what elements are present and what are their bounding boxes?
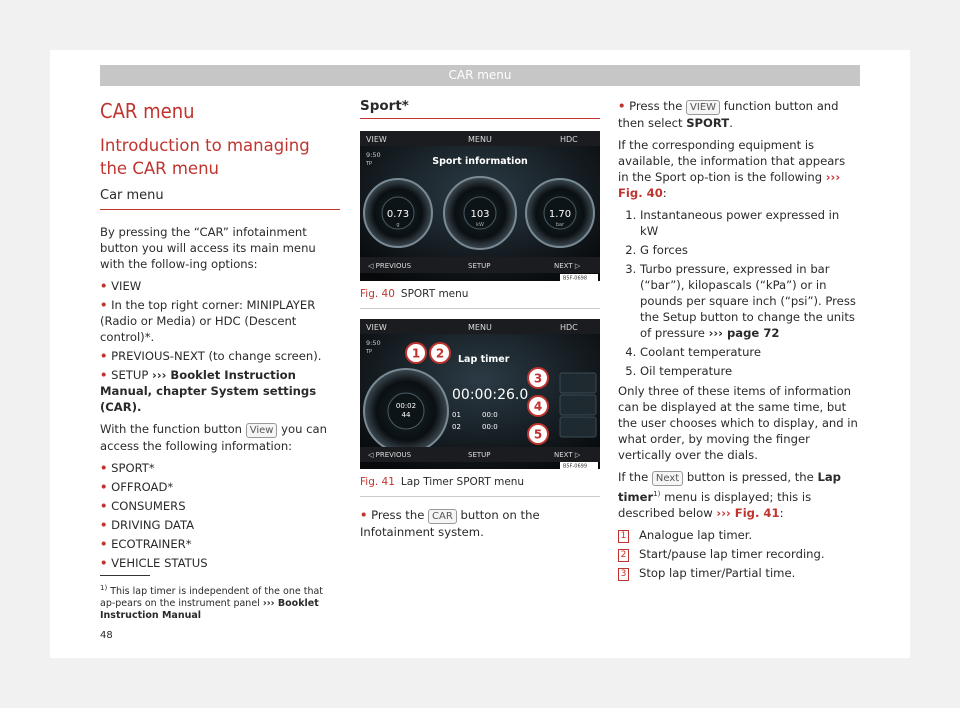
- footnote-reference[interactable]: ››› Booklet Instruction Manual: [100, 598, 319, 622]
- figure-reference[interactable]: ››› Fig. 40: [618, 170, 841, 200]
- footnote: [100, 575, 340, 622]
- lap-timer-term: Lap timer: [618, 470, 841, 504]
- lap-time: 00:0: [482, 423, 498, 431]
- bullet-text: VEHICLE STATUS: [111, 556, 208, 570]
- list-item: [640, 261, 858, 341]
- gauge-unit: kW: [476, 222, 484, 228]
- text: function button and then select: [618, 99, 839, 130]
- sport-screen-illustration: [360, 131, 600, 281]
- footnote-number: 1): [100, 584, 108, 592]
- list-item: • SPORT*: [100, 461, 155, 475]
- fig2-tp: TP: [366, 349, 373, 355]
- column-left: [100, 98, 340, 574]
- bullet-text: VIEW: [111, 279, 142, 293]
- header-title: CAR menu: [448, 68, 512, 82]
- list-item: • OFFROAD*: [100, 480, 174, 494]
- caption-text: Lap Timer SPORT menu: [400, 476, 525, 488]
- fig2-time: 9:50: [366, 339, 381, 347]
- text: Stop lap timer/Partial time.: [639, 565, 796, 580]
- fig1-menu-label: MENU: [468, 135, 492, 144]
- fig1-code: B5F-0698: [563, 275, 588, 281]
- marker-5: 5: [533, 427, 543, 442]
- press-car-paragraph: • Press the CAR button on the Infotainment system.: [360, 508, 540, 539]
- text: button on the Infotainment system.: [360, 508, 540, 539]
- page-reference[interactable]: ››› page 72: [708, 326, 780, 340]
- section-title: Introduction to managing the CAR menu: [100, 136, 310, 178]
- footnote-marker: 1): [653, 490, 661, 498]
- next-paragraph: If the Next button is pressed, the Lap timer$^{1)}$ menu is displayed; this is described below ››› Fig. 41:: [618, 470, 841, 520]
- text: Press the: [371, 508, 425, 522]
- list-item: • SETUP ››› Booklet Instruction Manual, chapter System settings (CAR).: [100, 368, 317, 414]
- sport-section-title: Sport*: [360, 98, 600, 119]
- gauge-value: 0.73: [386, 209, 410, 220]
- list-item: • PREVIOUS-NEXT (to change screen).: [100, 349, 322, 363]
- subsection-title: Car menu: [100, 188, 340, 210]
- gauge-unit: g: [396, 222, 400, 228]
- gauge-unit: bar: [555, 222, 565, 228]
- page: [50, 50, 910, 658]
- callout-number: 2: [618, 549, 629, 562]
- list-item: 1. Instantaneous power expressed in kW: [640, 207, 858, 239]
- fig1-previous-label: ◁ PREVIOUS: [368, 262, 412, 270]
- fig2-view-label: VIEW: [366, 323, 387, 332]
- start-pause-button[interactable]: [560, 373, 596, 393]
- lap-item: [618, 527, 858, 543]
- fig1-view-label: VIEW: [366, 135, 387, 144]
- lap-time: 00:0: [482, 411, 498, 419]
- figure-number: Fig. 41: [360, 476, 395, 488]
- figure-sport-menu: [360, 131, 600, 281]
- fig1-next-label: NEXT ▷: [554, 262, 581, 270]
- bullet-text: ECOTRAINER*: [111, 537, 192, 551]
- callout-number: 1: [618, 530, 629, 543]
- stop-lap-button[interactable]: [560, 395, 596, 415]
- list-item: 2. G forces: [640, 242, 858, 258]
- lap-timer-screen-illustration: [360, 319, 600, 469]
- text: Turbo pressure, expressed in bar (“bar”), kilopascals (“kPa”) or in pounds per square inch (“psi”). Press the Setup button to change the units of pressure: [640, 262, 856, 340]
- bullet-text: DRIVING DATA: [111, 518, 195, 532]
- car-key-label: CAR: [428, 509, 457, 524]
- list-item: • VEHICLE STATUS: [100, 556, 208, 570]
- analogue-timer-value: 00:02: [395, 402, 417, 410]
- fig2-menu-label: MENU: [468, 323, 492, 332]
- bullet-text: SETUP: [111, 368, 149, 382]
- view-key-label: View: [246, 423, 278, 438]
- fig2-next-label: NEXT ▷: [554, 451, 581, 459]
- fig2-code: B5F-0699: [563, 463, 588, 469]
- page-header: [100, 65, 860, 86]
- list-item: • ECOTRAINER*: [100, 537, 192, 551]
- text: If the corresponding equipment is available, the information that appears in the Sport op-tion is the following: [618, 138, 846, 184]
- text: Start/pause lap timer recording.: [639, 546, 825, 561]
- next-key-label: Next: [652, 471, 683, 486]
- footnote-text: This lap timer is independent of the one that ap-pears on the instrument panel: [100, 586, 324, 610]
- text: Press the: [629, 99, 683, 113]
- bullet-text: SPORT*: [111, 461, 155, 475]
- intro-paragraph: By pressing the “CAR” infotainment button you will access its main menu with the follow-ing options:: [100, 225, 316, 271]
- chapter-title: CAR menu: [100, 99, 195, 123]
- fig1-tp: TP: [366, 161, 373, 167]
- text: Analogue lap timer.: [639, 527, 753, 542]
- list-item: • In the top right corner: MINIPLAYER (Radio or Media) or HDC (Descent control)*.: [100, 298, 316, 344]
- column-middle: [360, 98, 600, 546]
- fig1-setup-label: SETUP: [468, 262, 491, 270]
- only-three-paragraph: Only three of these items of information can be displayed at the same time, but the user chooses which to display, and in what order, by moving the finger vertically over the dials.: [618, 384, 858, 462]
- text: you can access the following information:: [100, 422, 327, 453]
- list-item: 4. Coolant temperature: [640, 344, 858, 360]
- text: With the function button: [100, 422, 243, 436]
- list-item: • VIEW: [100, 279, 142, 293]
- fig1-hdc-label: HDC: [560, 135, 578, 144]
- caption-text: SPORT menu: [400, 288, 469, 300]
- bullet-text: CONSUMERS: [111, 499, 186, 513]
- list-item: • DRIVING DATA: [100, 518, 195, 532]
- fig2-hdc-label: HDC: [560, 323, 578, 332]
- analogue-lap-timer: [364, 369, 448, 453]
- analogue-timer-seconds: 44: [401, 411, 411, 419]
- list-item: 5. Oil temperature: [640, 363, 858, 379]
- fig2-setup-label: SETUP: [468, 451, 491, 459]
- marker-4: 4: [533, 399, 543, 414]
- figure-lap-timer: [360, 319, 600, 469]
- lap-item: [618, 546, 858, 562]
- callout-number: 3: [618, 568, 629, 581]
- view-key-label: VIEW: [686, 100, 720, 115]
- text: menu is displayed; this is described below: [618, 489, 812, 520]
- gauge-gforce: [444, 177, 516, 249]
- sport-info-list: [618, 207, 858, 379]
- sport-option: SPORT: [686, 116, 730, 130]
- cross-reference[interactable]: ››› Booklet Instruction Manual, chapter System settings (CAR).: [100, 368, 317, 414]
- marker-1: 1: [411, 346, 421, 361]
- figure-reference[interactable]: ››› Fig. 41: [716, 505, 780, 520]
- lap-number: 01: [452, 411, 461, 419]
- equipment-paragraph: If the corresponding equipment is available, the information that appears in the Sport op-tion is the following ››› Fig. 40:: [618, 138, 846, 200]
- reset-button[interactable]: [560, 417, 596, 437]
- marker-2: 2: [435, 346, 445, 361]
- bullet-text: In the top right corner: MINIPLAYER (Radio or Media) or HDC (Descent control)*.: [100, 298, 316, 344]
- marker-3: 3: [533, 371, 543, 386]
- gauge-value: 103: [470, 209, 490, 220]
- lap-number: 02: [452, 423, 461, 431]
- text: button is pressed, the: [686, 470, 814, 484]
- press-view-paragraph: • Press the VIEW function button and then select SPORT.: [618, 99, 839, 130]
- text: If the: [618, 470, 649, 484]
- gauge-value: 1.70: [548, 209, 572, 220]
- page-number: 48: [100, 630, 113, 641]
- figure-caption: [360, 286, 600, 309]
- bullet-text: OFFROAD*: [111, 480, 174, 494]
- figure-caption: [360, 474, 600, 497]
- bullet-text: PREVIOUS-NEXT (to change screen).: [111, 349, 322, 363]
- view-paragraph: [100, 421, 340, 454]
- gauge-power: [364, 179, 432, 247]
- fig2-heading: Lap timer: [458, 354, 510, 365]
- lap-item: [618, 565, 858, 581]
- figure-number: Fig. 40: [360, 288, 395, 300]
- list-item: • CONSUMERS: [100, 499, 186, 513]
- fig1-time: 9:50: [366, 151, 381, 159]
- column-right: [618, 98, 858, 584]
- digital-lap-timer: 00:00:26.0: [452, 387, 529, 403]
- gauge-turbo: [526, 179, 594, 247]
- fig2-previous-label: ◁ PREVIOUS: [368, 451, 412, 459]
- fig1-heading: Sport information: [432, 156, 528, 167]
